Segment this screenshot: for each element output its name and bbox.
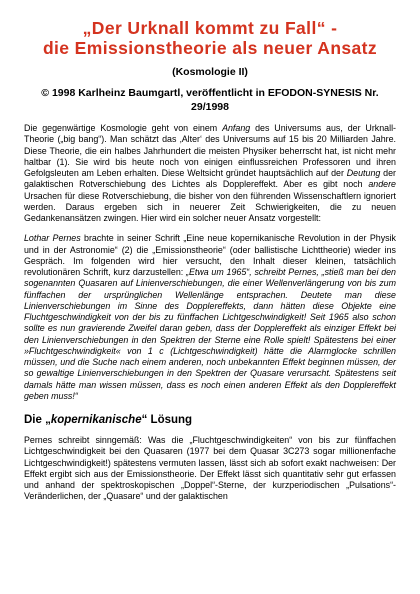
copyright-line-1: © 1998 Karlheinz Baumgartl, veröffentlicht in EFODON-SYNESIS Nr. [41, 87, 379, 99]
section-heading-prefix: Die „ [24, 414, 51, 426]
pernes-text: brachte in seiner Schrift „Eine neue kopernikanische Revolution in der Physik und in der Astronomie“ (2) die „Emissionstheorie“ (oder ballistische Lichttheorie) wieder ins Gespräch. Im folgenden wird hier versucht, den Inhalt dieser kleinen, tatsächlich revolutionären Schrift, kurz darzustellen: [24, 233, 396, 277]
section-heading [24, 414, 396, 426]
pernes-paragraph [24, 233, 396, 402]
intro-emphasis-deutung: Deutung [346, 168, 381, 178]
author-name: Lothar Pernes [24, 233, 81, 244]
intro-text-1: Die gegenwärtige Kosmologie geht von einem [24, 123, 223, 133]
intro-text-3: der galaktischen Rotverschiebung des Lichtes als Dopplereffekt. Aber es gibt noch [24, 168, 396, 190]
section-heading-emphasis: kopernikanische [50, 414, 142, 426]
document-title [24, 18, 396, 58]
intro-text-2: des Universums aus, der Urknall-Theorie („big bang“). Man schätzt das ‚Alter‘ des Universums auf 15 bis 20 Milliarden Jahre. Diese Theorie, die ein halbes Jahrhundert die meisten Physiker beherrscht hat, ist nicht mehr haltbar (1). Sie wird bis heute noch von einigen einflussreichen Professoren und ihren Gefolgsleuten am Leben erhalten. Diese Weltsicht gründet hauptsächlich auf der [24, 123, 396, 178]
document-subtitle: (Kosmologie II) [172, 66, 248, 78]
solution-paragraph [24, 435, 396, 503]
intro-paragraph [24, 123, 396, 224]
section-heading-suffix: “ Lösung [141, 414, 193, 426]
title-line-2: die Emissionstheorie als neuer Ansatz [42, 38, 378, 58]
title-line-1: „Der Urknall kommt zu Fall“ - [82, 18, 338, 38]
intro-emphasis-andere: andere [368, 179, 396, 190]
intro-text-4: Ursachen für diese Rotverschiebung, die bisher von den führenden Wissenschaftlern ignoriert werden. Daraus ergeben sich in neuerer Zeit Schwierigkeiten, die zu neuen Gedankenansätzen zwingen. Hier wird ein solcher neuer Ansatz vorgestellt: [24, 190, 396, 223]
copyright-notice [24, 86, 396, 114]
solution-text: Pernes schreibt sinngemäß: Was die „Fluchtgeschwindigkeiten“ von bis zur fünffachen Lichtgeschwindigkeit bei den Quasaren (1977 bei dem Quasar 3C273 sogar millionenfache Lichtgeschwindigkeit!) spätestens vermuten lassen, lässt sich ab sofort exakt nachweisen: Der Effekt ergibt sich aus der Emissionstheorie. Der Effekt lässt sich quantitativ sehr gut erfassen und anhand der spektroskopischen „Doppel“-Sterne, der kurzperiodischen „Pulsations“-Veränderlichen, der „Quasare“ und der galaktischen [24, 435, 396, 502]
intro-emphasis-anfang: Anfang [222, 123, 251, 133]
copyright-line-2: 29/1998 [191, 101, 229, 113]
pernes-quote: „Etwa um 1965“, schreibt Pernes, „stieß man bei den sogenannten Quasaren auf Linienverschiebungen, die einer Wellenverlängerung von bis zum fünffachen der ursprünglichen Wellenlänge entsprachen. Deutete man diese Linienverschiebungen im Sinne des Dopplereffekts, dann hätten diese Objekte eine Fluchtgeschwindigkeit von der bis zu fünffachen Lichtgeschwindigkeit! Seit 1965 also schon sollte es nun gravierende Zweifel daran geben, dass der Dopplereffekt als einziger Effekt bei den Linienverschiebungen in den Spektren der Sterne eine Rolle spielt! Spätestens bei einer »Fluchtgeschwindigkeit« von 1 c (Lichtgeschwindigkeit) hätte die Alarmglocke schrillen müssen, und die Suche nach einem anderen, noch unbekannten Effekt beginnen müssen, der so gewaltige Linienverschiebungen in den Spektren der Quasare verursacht. Spätestens seit damals hätte man wissen müssen, dass es noch einen anderen Effekt als den Dopplereffekt geben muss!“ [24, 267, 396, 401]
